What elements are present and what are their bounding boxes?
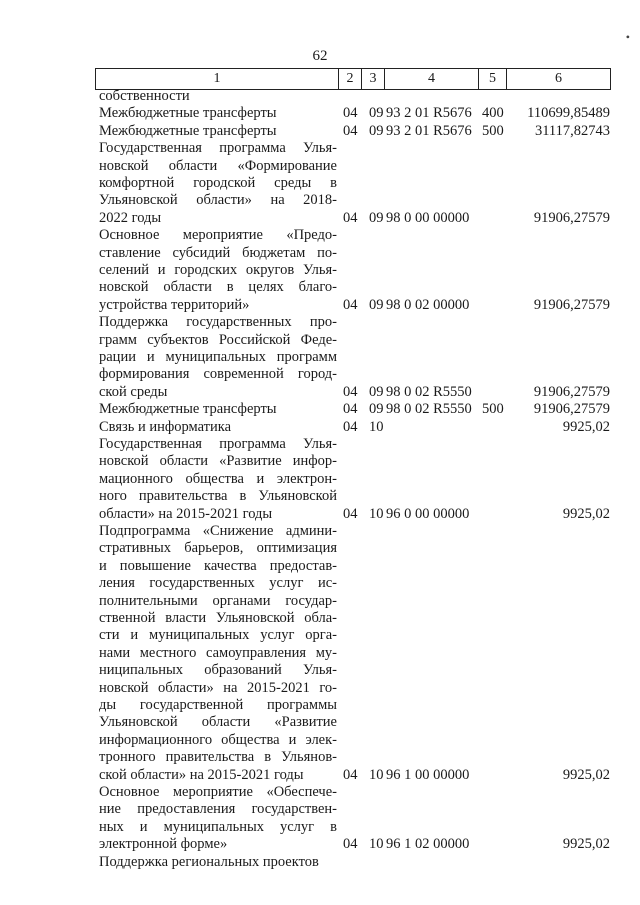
row-name-line: комфортной городской среды в: [99, 175, 337, 191]
target-article-code: 98 0 00 00000: [386, 209, 470, 226]
section-code: 04: [343, 122, 358, 139]
row-name: [99, 401, 337, 418]
row-name-line: Государственная программа Улья-: [99, 140, 337, 157]
amount-value: 31117,82743: [534, 122, 610, 139]
target-article-code: 96 1 00 00000: [386, 766, 470, 783]
row-name-line: ние предоставления государствен-: [99, 801, 337, 818]
row-name-line: ления государственных услуг ис-: [99, 575, 337, 592]
row-name-line: ных и муниципальных услуг в: [99, 818, 337, 835]
expense-type-code: 500: [482, 122, 504, 139]
header-col-5: 5: [489, 71, 496, 86]
amount-value: 91906,27579: [533, 296, 610, 313]
expense-type-code: 400: [482, 105, 504, 122]
row-name: [99, 419, 337, 436]
row-name-line: Основное мероприятие «Предо-: [99, 227, 337, 244]
row-name: [99, 123, 337, 140]
table-row: [0, 88, 640, 105]
table-row: [0, 419, 640, 436]
corner-mark: •: [625, 30, 630, 44]
row-name-line: тронного правительства в Ульянов-: [99, 749, 337, 766]
row-name-line: новской области «Развитие инфор-: [99, 453, 337, 470]
row-name-line: Подпрограмма «Снижение админи-: [99, 523, 337, 539]
section-code: 04: [343, 105, 358, 122]
target-article-code: 93 2 01 R5676: [386, 105, 472, 122]
section-code: 04: [343, 383, 358, 400]
subsection-code: 09: [369, 105, 384, 122]
page-number: 62: [312, 48, 328, 64]
amount-value: 110699,85489: [527, 105, 610, 122]
row-name-line: Поддержка государственных про-: [99, 314, 337, 331]
row-name-line: ской области» на 2015-2021 годы: [99, 766, 304, 783]
table-row: [0, 523, 640, 784]
row-name-line: ской среды: [99, 383, 168, 400]
amount-value: 91906,27579: [533, 401, 610, 418]
row-name-line: селений и городских округов Улья-: [99, 262, 337, 278]
row-name-line: Ульяновской области» на 2018-: [99, 192, 337, 209]
row-name-line: Межбюджетные трансферты: [99, 401, 277, 418]
row-name-line: рации и муниципальных программ: [99, 349, 337, 365]
header-col-1: 1: [213, 71, 221, 86]
row-name-line: собственности: [99, 88, 190, 104]
subsection-code: 09: [369, 296, 384, 313]
section-code: 04: [343, 418, 358, 435]
row-name: [99, 140, 337, 227]
row-name-line: области» на 2015-2021 годы: [99, 505, 273, 522]
row-name-line: электронной форме»: [99, 836, 228, 853]
row-name-line: информационного общества и элек-: [99, 731, 337, 748]
row-name: [99, 227, 337, 314]
row-name-line: Межбюджетные трансферты: [99, 122, 277, 139]
subsection-code: 09: [369, 209, 384, 226]
row-name-line: Государственная программа Улья-: [99, 436, 337, 452]
subsection-code: 09: [369, 401, 384, 418]
row-name: [99, 105, 337, 122]
subsection-code: 10: [369, 505, 384, 522]
row-name-line: формирования современной город-: [99, 366, 337, 383]
row-name-line: Поддержка региональных проектов: [99, 853, 319, 870]
table-row: [0, 436, 640, 523]
target-article-code: 96 0 00 00000: [386, 505, 470, 522]
section-code: 04: [343, 296, 358, 313]
section-code: 04: [343, 766, 358, 783]
row-name: [99, 523, 337, 784]
amount-value: 9925,02: [562, 766, 610, 783]
target-article-code: 98 0 02 R5550: [386, 383, 472, 400]
row-name-line: Основное мероприятие «Обеспече-: [99, 784, 337, 800]
row-name-line: ды государственной программы: [99, 697, 337, 714]
row-name-line: мационного общества и электрон-: [99, 470, 337, 487]
row-name-line: стративных барьеров, оптимизация: [99, 540, 337, 557]
table-row: [0, 123, 640, 140]
row-name-line: нами местного самоуправления му-: [99, 644, 337, 661]
section-code: 04: [343, 505, 358, 522]
row-name-line: 2022 годы: [99, 209, 162, 226]
table-row: [0, 784, 640, 854]
expense-type-code: 500: [482, 401, 504, 418]
amount-value: 9925,02: [562, 836, 610, 853]
amount-value: 9925,02: [562, 418, 610, 435]
subsection-code: 10: [369, 836, 384, 853]
row-name-line: Связь и информатика: [99, 418, 232, 435]
row-name-line: ниципальных образований Улья-: [99, 662, 337, 679]
row-name: [99, 88, 337, 105]
row-name-line: Межбюджетные трансферты: [99, 105, 277, 122]
section-code: 04: [343, 401, 358, 418]
row-name-line: Ульяновской области «Развитие: [99, 714, 337, 731]
row-name-line: сти и муниципальных услуг орга-: [99, 627, 337, 644]
row-name: [99, 436, 337, 523]
header-col-3: 3: [369, 71, 377, 86]
amount-value: 9925,02: [562, 505, 610, 522]
header-col-2: 2: [346, 71, 354, 86]
header-col-4: 4: [428, 71, 435, 86]
header-col-6: 6: [555, 71, 562, 86]
row-name-line: ственной власти Ульяновской обла-: [99, 610, 337, 627]
row-name-line: новской области в целях благо-: [99, 279, 337, 296]
table-row: [0, 854, 640, 871]
row-name-line: ставление субсидий бюджетам по-: [99, 244, 337, 261]
section-code: 04: [343, 209, 358, 226]
subsection-code: 10: [369, 766, 384, 783]
subsection-code: 09: [369, 383, 384, 400]
row-name-line: новской области» на 2015-2021 го-: [99, 679, 337, 696]
subsection-code: 09: [369, 122, 384, 139]
target-article-code: 98 0 02 00000: [386, 296, 470, 313]
target-article-code: 98 0 02 R5550: [386, 401, 472, 418]
target-article-code: 93 2 01 R5676: [386, 122, 472, 139]
row-name-line: новской области «Формирование: [99, 157, 337, 174]
target-article-code: 96 1 02 00000: [386, 836, 470, 853]
row-name-line: ного правительства в Ульяновской: [99, 488, 337, 505]
table-row: [0, 227, 640, 314]
table-row: [0, 401, 640, 418]
table-row: [0, 140, 640, 227]
row-name-line: устройства территорий»: [99, 296, 250, 313]
row-name: [99, 784, 337, 854]
amount-value: 91906,27579: [533, 209, 610, 226]
row-name-line: грамм субъектов Российской Феде-: [99, 331, 337, 348]
amount-value: 91906,27579: [533, 383, 610, 400]
section-code: 04: [343, 836, 358, 853]
row-name: [99, 854, 337, 871]
row-name-line: полнительными органами государ-: [99, 592, 337, 609]
table-header: [95, 68, 611, 90]
subsection-code: 10: [369, 418, 384, 435]
table-row: [0, 105, 640, 122]
row-name-line: и повышение качества предостав-: [99, 557, 337, 574]
row-name: [99, 314, 337, 401]
table-row: [0, 314, 640, 401]
